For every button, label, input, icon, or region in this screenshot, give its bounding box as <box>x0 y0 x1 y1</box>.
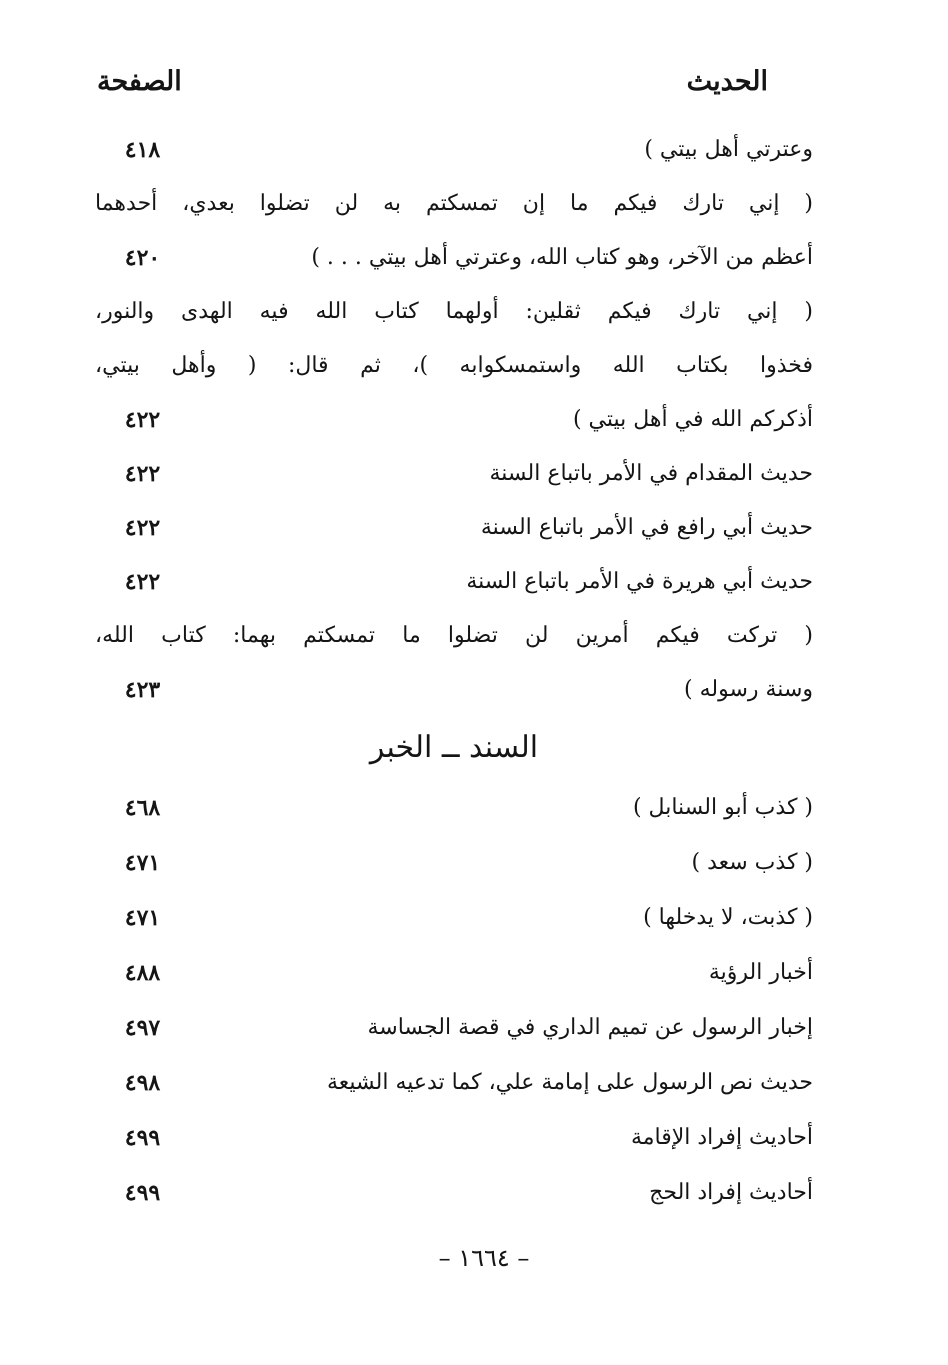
index-entry <box>95 506 813 550</box>
entry-text: فخذوا بكتاب الله واستمسكوابه )، ثم قال: ( وأهل بيتي، <box>95 353 813 378</box>
entry-page-number: ٤٩٨ <box>124 1070 161 1096</box>
entry-page-number: ٤٢٠ <box>124 245 161 271</box>
entry-page-number: ٤٢٢ <box>124 515 161 541</box>
index-entry <box>95 398 813 442</box>
index-entry <box>95 614 813 658</box>
index-entry <box>95 290 813 334</box>
entry-text: حديث أبي رافع في الأمر باتباع السنة <box>480 515 813 540</box>
index-entry <box>95 1061 813 1105</box>
entry-text: إخبار الرسول عن تميم الداري في قصة الجساسة <box>367 1015 813 1040</box>
entry-page-number: ٤٧١ <box>124 905 161 931</box>
page-number-footer: – ١٦٦٤ – <box>438 1244 530 1272</box>
section-title: السند ــ الخبر <box>369 730 539 765</box>
index-entry <box>95 1171 813 1215</box>
entry-page-number: ٤١٨ <box>124 137 161 163</box>
entry-page-number: ٤٧١ <box>124 850 161 876</box>
index-entry <box>95 841 813 885</box>
entry-text: ( تركت فيكم أمرين لن تضلوا ما تمسكتم بهما: كتاب الله، <box>95 623 813 648</box>
index-entry <box>95 236 813 280</box>
entry-page-number: ٤٩٧ <box>124 1015 161 1041</box>
index-entry <box>95 560 813 604</box>
entry-text: أحاديث إفراد الإقامة <box>630 1125 813 1150</box>
entry-text: أعظم من الآخر، وهو كتاب الله، وعترتي أهل بيتي . . . ) <box>311 245 813 270</box>
index-entry <box>95 668 813 712</box>
entry-text: وعترتي أهل بيتي ) <box>644 137 813 162</box>
index-entry <box>95 1116 813 1160</box>
index-entry <box>95 896 813 940</box>
index-entry <box>95 344 813 388</box>
entry-text: ( إني تارك فيكم ما إن تمسكتم به لن تضلوا بعدي، أحدهما <box>95 191 813 216</box>
entry-page-number: ٤٢٣ <box>124 677 161 703</box>
entry-page-number: ٤٢٢ <box>124 461 161 487</box>
entry-page-number: ٤٨٨ <box>124 960 161 986</box>
entry-text: أذكركم الله في أهل بيتي ) <box>572 407 813 432</box>
entry-page-number: ٤٩٩ <box>124 1180 161 1206</box>
entry-text: أخبار الرؤية <box>708 960 813 985</box>
entry-text: حديث أبي هريرة في الأمر باتباع السنة <box>466 569 813 594</box>
entry-text: وسنة رسوله ) <box>684 677 813 702</box>
index-entry <box>95 1006 813 1050</box>
entry-text: ( كذب سعد ) <box>691 850 813 875</box>
entry-text: حديث نص الرسول على إمامة علي، كما تدعيه الشيعة <box>326 1070 813 1095</box>
entry-page-number: ٤٢٢ <box>124 407 161 433</box>
entry-text: حديث المقدام في الأمر باتباع السنة <box>489 461 813 486</box>
entry-text: ( إني تارك فيكم ثقلين: أولهما كتاب الله فيه الهدى والنور، <box>95 299 813 324</box>
entry-text: أحاديث إفراد الحج <box>649 1180 813 1205</box>
index-entry <box>95 128 813 172</box>
index-entry <box>95 182 813 226</box>
index-entry <box>95 452 813 496</box>
hadith-column-header: الحديث <box>686 66 768 97</box>
entry-text: ( كذب أبو السنابل ) <box>632 795 813 820</box>
entry-page-number: ٤٦٨ <box>124 795 161 821</box>
entry-page-number: ٤٩٩ <box>124 1125 161 1151</box>
page-column-header: الصفحة <box>97 66 182 97</box>
entry-page-number: ٤٢٢ <box>124 569 161 595</box>
index-entry <box>95 786 813 830</box>
entry-text: ( كذبت، لا يدخلها ) <box>643 905 813 930</box>
index-entry <box>95 951 813 995</box>
